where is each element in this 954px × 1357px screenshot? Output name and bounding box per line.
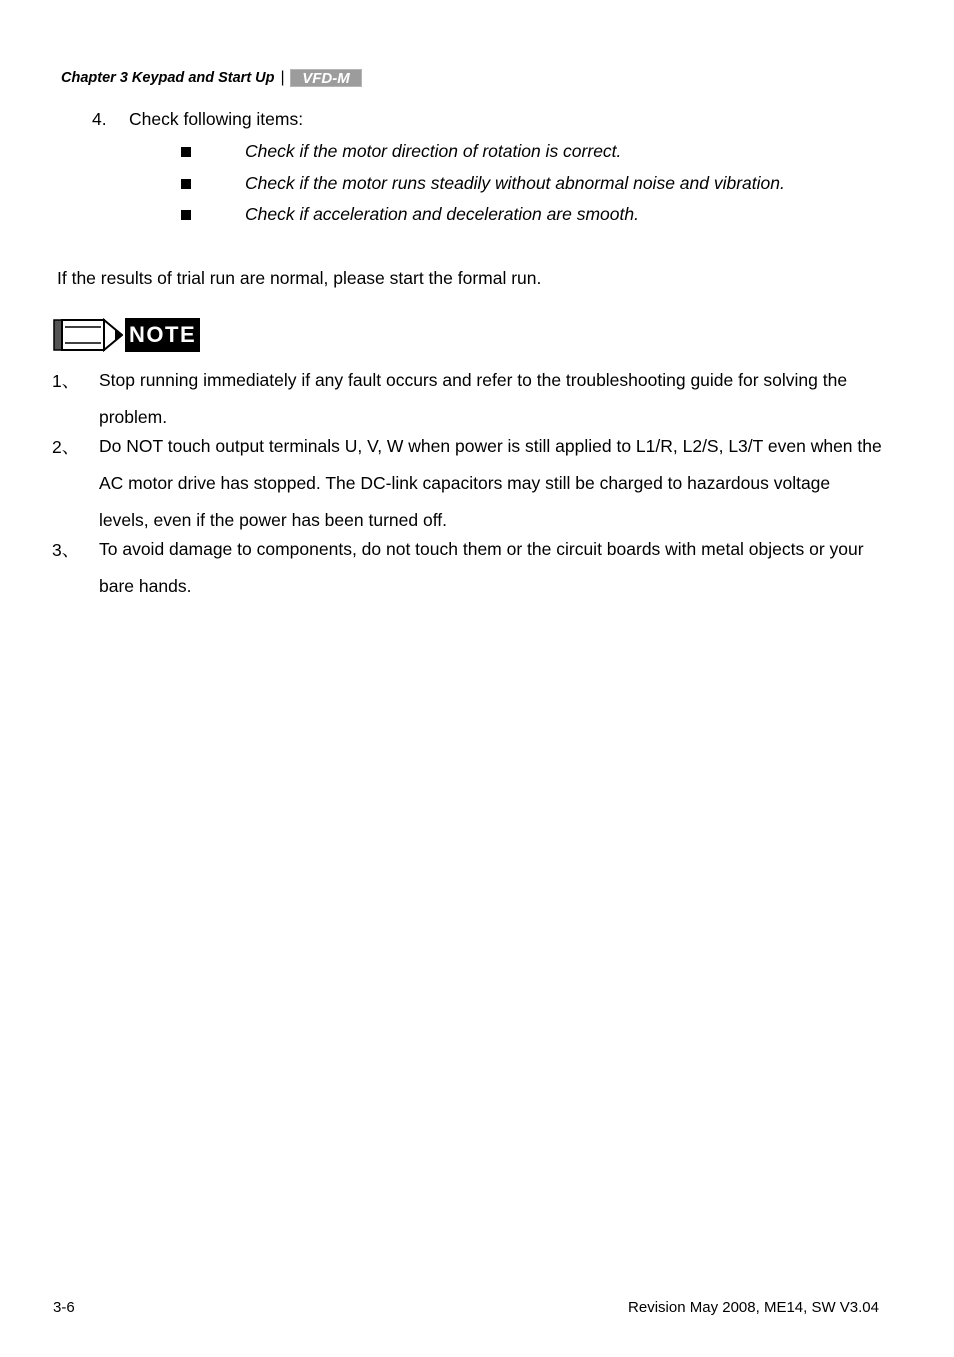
check-text: Check if acceleration and deceleration are smooth.	[245, 204, 639, 224]
logo-text: VFD-M	[301, 70, 350, 87]
check-item	[181, 173, 785, 205]
check-list	[181, 141, 785, 236]
note-badge	[53, 318, 200, 352]
step-item	[92, 109, 303, 130]
page-number: 3-6	[53, 1299, 75, 1316]
square-bullet-icon	[181, 147, 191, 157]
page-header	[61, 66, 362, 90]
check-item	[181, 204, 785, 236]
note-item	[52, 369, 882, 436]
note-item	[52, 435, 882, 539]
square-bullet-icon	[181, 179, 191, 189]
note-list	[52, 370, 882, 605]
result-paragraph: If the results of trial run are normal, please start the formal run.	[57, 268, 542, 288]
step-label: Check following items:	[129, 109, 304, 129]
check-text: Check if the motor runs steadily without abnormal noise and vibration.	[245, 172, 785, 193]
note-number: 2、	[52, 437, 80, 457]
chapter-title: Chapter 3 Keypad and Start Up	[61, 70, 275, 86]
vfd-m-logo	[290, 69, 362, 87]
note-text: Do NOT touch output terminals U, V, W when power is still applied to L1/R, L2/S, L3/T even when the AC motor drive has stopped. The DC-link capacitors may still be charged to hazardous voltage levels, even if the power has been turned off.	[99, 436, 882, 530]
pencil-icon	[53, 318, 123, 352]
note-text: To avoid damage to components, do not touch them or the circuit boards with metal objects or your bare hands.	[99, 539, 864, 596]
square-bullet-icon	[181, 210, 191, 220]
header-separator: |	[280, 69, 285, 86]
note-text: Stop running immediately if any fault occurs and refer to the troubleshooting guide for solving the problem.	[99, 370, 848, 427]
revision-info: Revision May 2008, ME14, SW V3.04	[628, 1299, 879, 1316]
note-label: NOTE	[125, 318, 200, 352]
note-number: 3、	[52, 540, 80, 560]
check-item	[181, 141, 785, 173]
note-number: 1、	[52, 371, 80, 391]
note-item	[52, 538, 882, 605]
step-number: 4.	[92, 109, 107, 129]
check-text: Check if the motor direction of rotation is correct.	[245, 141, 622, 161]
